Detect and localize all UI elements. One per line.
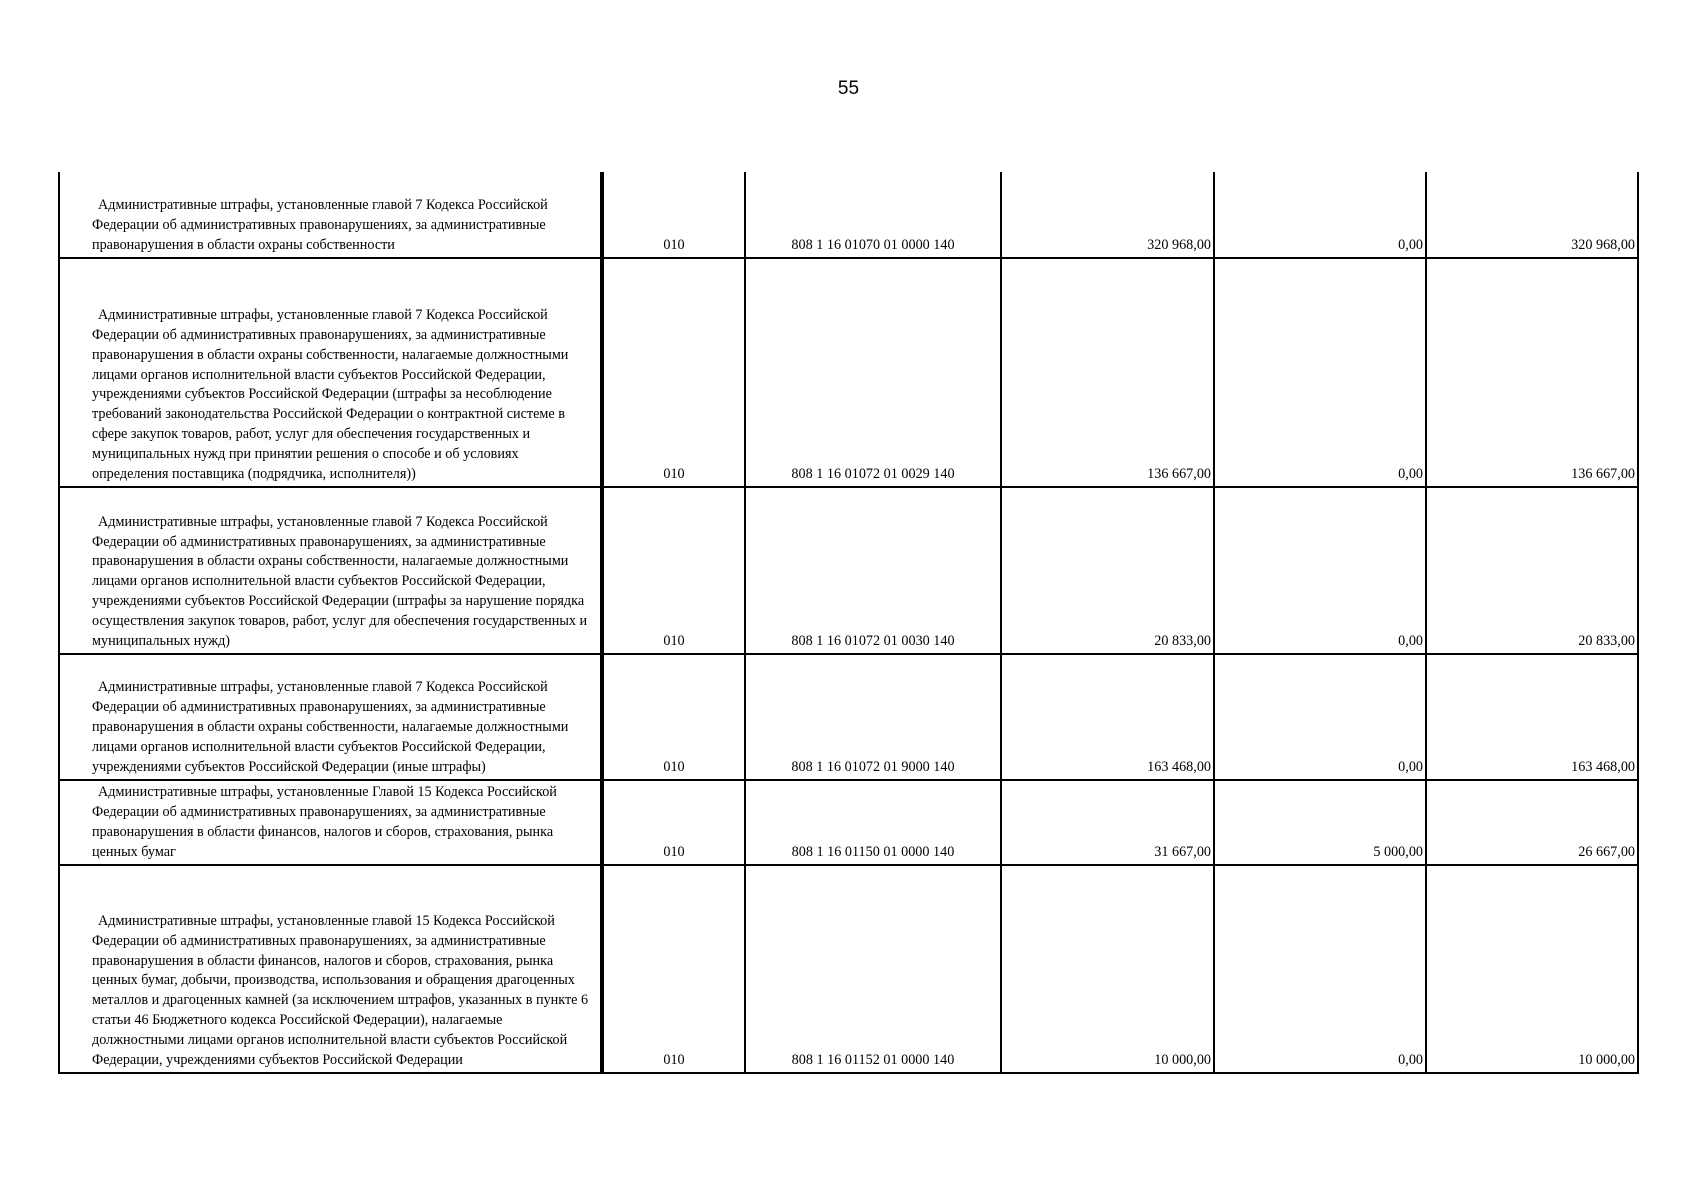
row-unexecuted-amount: 163 468,00 — [1426, 654, 1638, 780]
row-executed-amount: 5 000,00 — [1214, 780, 1426, 865]
row-kbk-code: 808 1 16 01070 01 0000 140 — [745, 172, 1001, 258]
row-unexecuted-amount: 320 968,00 — [1426, 172, 1638, 258]
row-line-code: 010 — [602, 172, 745, 258]
table-row — [59, 865, 1638, 1073]
row-approved-amount: 136 667,00 — [1001, 258, 1214, 487]
row-approved-amount: 163 468,00 — [1001, 654, 1214, 780]
row-unexecuted-amount: 20 833,00 — [1426, 487, 1638, 654]
row-approved-amount: 10 000,00 — [1001, 865, 1214, 1073]
row-description: Административные штрафы, установленные главой 7 Кодекса Российской Федерации об административных правонарушениях, за административные правонарушения в области охраны собственности, налагаемые должностными лицами органов исполнительной власти субъектов Российской Федерации, учреждениями субъектов Российской Федерации (штрафы за нарушение порядка осуществления закупок товаров, работ, услуг для обеспечения государственных и муниципальных нужд) — [59, 487, 602, 654]
row-approved-amount: 320 968,00 — [1001, 172, 1214, 258]
table-row — [59, 780, 1638, 865]
row-line-code: 010 — [602, 258, 745, 487]
row-executed-amount: 0,00 — [1214, 865, 1426, 1073]
row-kbk-code: 808 1 16 01072 01 0030 140 — [745, 487, 1001, 654]
row-line-code: 010 — [602, 865, 745, 1073]
row-description: Административные штрафы, установленные главой 15 Кодекса Российской Федерации об административных правонарушениях, за административные правонарушения в области финансов, налогов и сборов, страхования, рынка ценных бумаг, добычи, производства, использования и обращения драгоценных металлов и драгоценных камней (за исключением штрафов, указанных в пункте 6 статьи 46 Бюджетного кодекса Российской Федерации), налагаемые должностными лицами органов исполнительной власти субъектов Российской Федерации, учреждениями субъектов Российской Федерации — [59, 865, 602, 1073]
row-unexecuted-amount: 10 000,00 — [1426, 865, 1638, 1073]
row-kbk-code: 808 1 16 01072 01 9000 140 — [745, 654, 1001, 780]
row-kbk-code: 808 1 16 01152 01 0000 140 — [745, 865, 1001, 1073]
revenue-table — [58, 172, 1639, 1074]
row-approved-amount: 20 833,00 — [1001, 487, 1214, 654]
table-row — [59, 487, 1638, 654]
table-row — [59, 172, 1638, 258]
row-description: Административные штрафы, установленные Главой 15 Кодекса Российской Федерации об административных правонарушениях, за административные правонарушения в области финансов, налогов и сборов, страхования, рынка ценных бумаг — [59, 780, 602, 865]
table-row — [59, 258, 1638, 487]
row-executed-amount: 0,00 — [1214, 258, 1426, 487]
row-description: Административные штрафы, установленные главой 7 Кодекса Российской Федерации об административных правонарушениях, за административные правонарушения в области охраны собственности, налагаемые должностными лицами органов исполнительной власти субъектов Российской Федерации, учреждениями субъектов Российской Федерации (иные штрафы) — [59, 654, 602, 780]
row-description: Административные штрафы, установленные главой 7 Кодекса Российской Федерации об административных правонарушениях, за административные правонарушения в области охраны собственности — [59, 172, 602, 258]
row-executed-amount: 0,00 — [1214, 172, 1426, 258]
page-number: 55 — [837, 78, 860, 99]
row-kbk-code: 808 1 16 01150 01 0000 140 — [745, 780, 1001, 865]
row-line-code: 010 — [602, 780, 745, 865]
row-executed-amount: 0,00 — [1214, 487, 1426, 654]
row-executed-amount: 0,00 — [1214, 654, 1426, 780]
row-unexecuted-amount: 136 667,00 — [1426, 258, 1638, 487]
row-line-code: 010 — [602, 487, 745, 654]
row-approved-amount: 31 667,00 — [1001, 780, 1214, 865]
row-kbk-code: 808 1 16 01072 01 0029 140 — [745, 258, 1001, 487]
table-row — [59, 654, 1638, 780]
row-unexecuted-amount: 26 667,00 — [1426, 780, 1638, 865]
row-description: Административные штрафы, установленные главой 7 Кодекса Российской Федерации об административных правонарушениях, за административные правонарушения в области охраны собственности, налагаемые должностными лицами органов исполнительной власти субъектов Российской Федерации, учреждениями субъектов Российской Федерации (штрафы за несоблюдение требований законодательства Российской Федерации о контрактной системе в сфере закупок товаров, работ, услуг для обеспечения государственных и муниципальных нужд при принятии решения о способе и об условиях определения поставщика (подрядчика, исполнителя)) — [59, 258, 602, 487]
row-line-code: 010 — [602, 654, 745, 780]
